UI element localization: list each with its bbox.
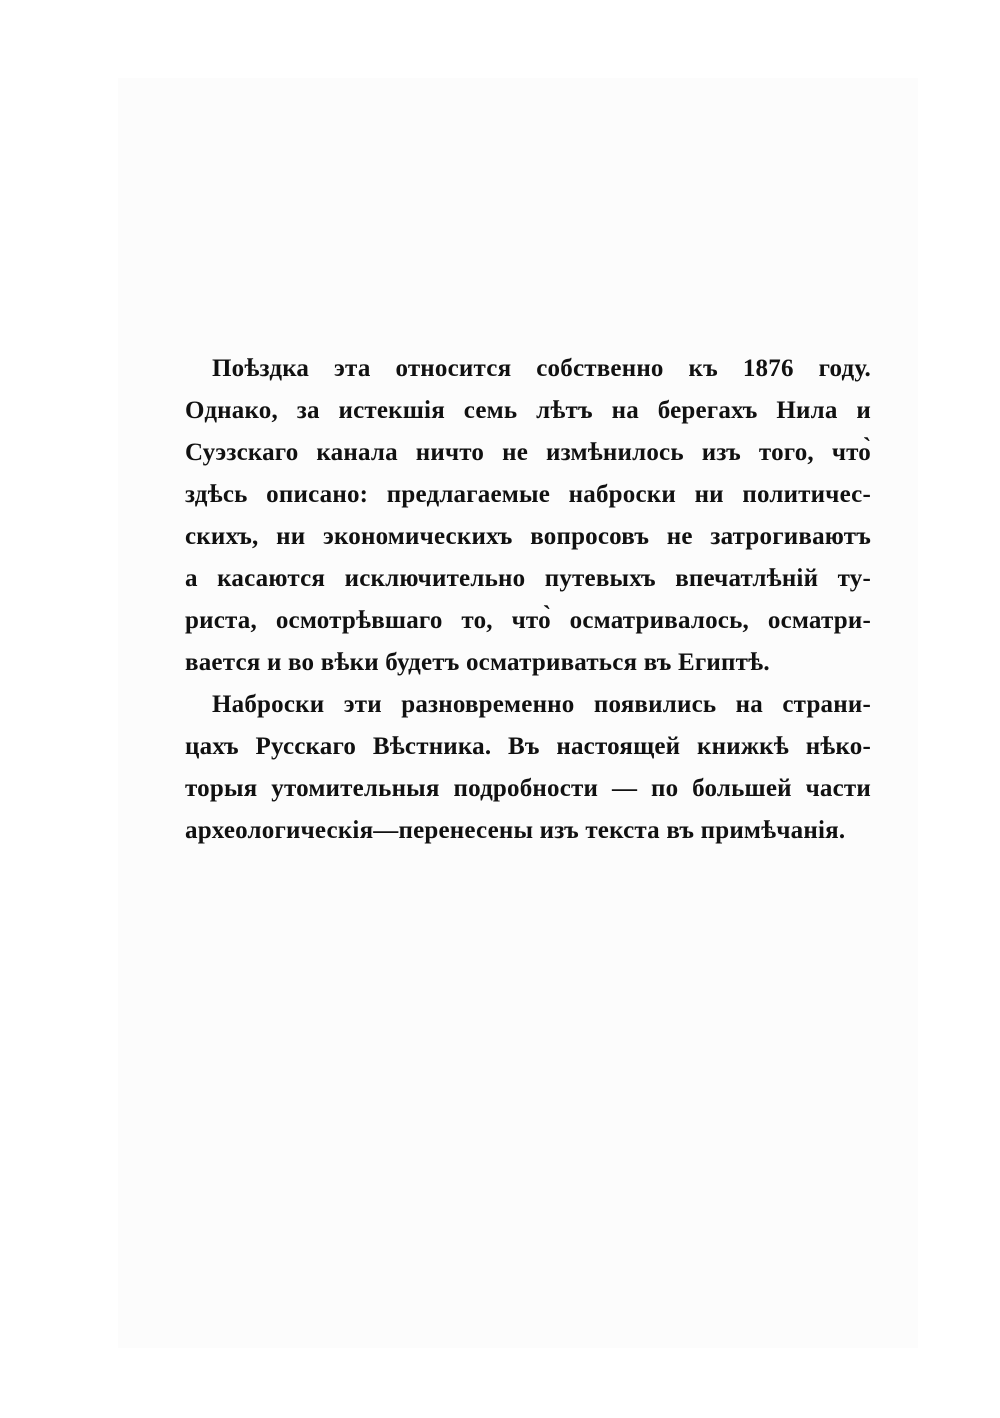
text-line: Наброски эти разновременно появились на страни- <box>212 691 871 718</box>
text-line: вается и во вѣки будетъ осматриваться въ Египтѣ. <box>185 649 770 676</box>
text-line: а касаются исключительно путевыхъ впечатлѣній ту- <box>185 565 871 592</box>
text-line: археологическія—перенесены изъ текста въ примѣчанія. <box>185 817 846 844</box>
text-line: Поѣздка эта относится собственно къ 1876 году. <box>212 355 871 382</box>
preface-text <box>185 348 871 852</box>
text-line: торыя утомительныя подробности — по большей части <box>185 775 871 802</box>
text-line: риста, осмотрѣвшаго то, что̀ осматривалось, осматри- <box>185 607 871 634</box>
text-line: Однако, за истекшія семь лѣтъ на берегахъ Нила и <box>185 397 871 424</box>
text-line: здѣсь описано: предлагаемые наброски ни политичес- <box>185 481 871 508</box>
text-line: Суэзскаго канала ничто не измѣнилось изъ того, что̀ <box>185 439 871 466</box>
paragraph-2 <box>185 684 871 852</box>
text-line: цахъ Русскаго Вѣстника. Въ настоящей книжкѣ нѣко- <box>185 733 871 760</box>
text-line: скихъ, ни экономическихъ вопросовъ не затрогиваютъ <box>185 523 871 550</box>
paragraph-1 <box>185 348 871 684</box>
